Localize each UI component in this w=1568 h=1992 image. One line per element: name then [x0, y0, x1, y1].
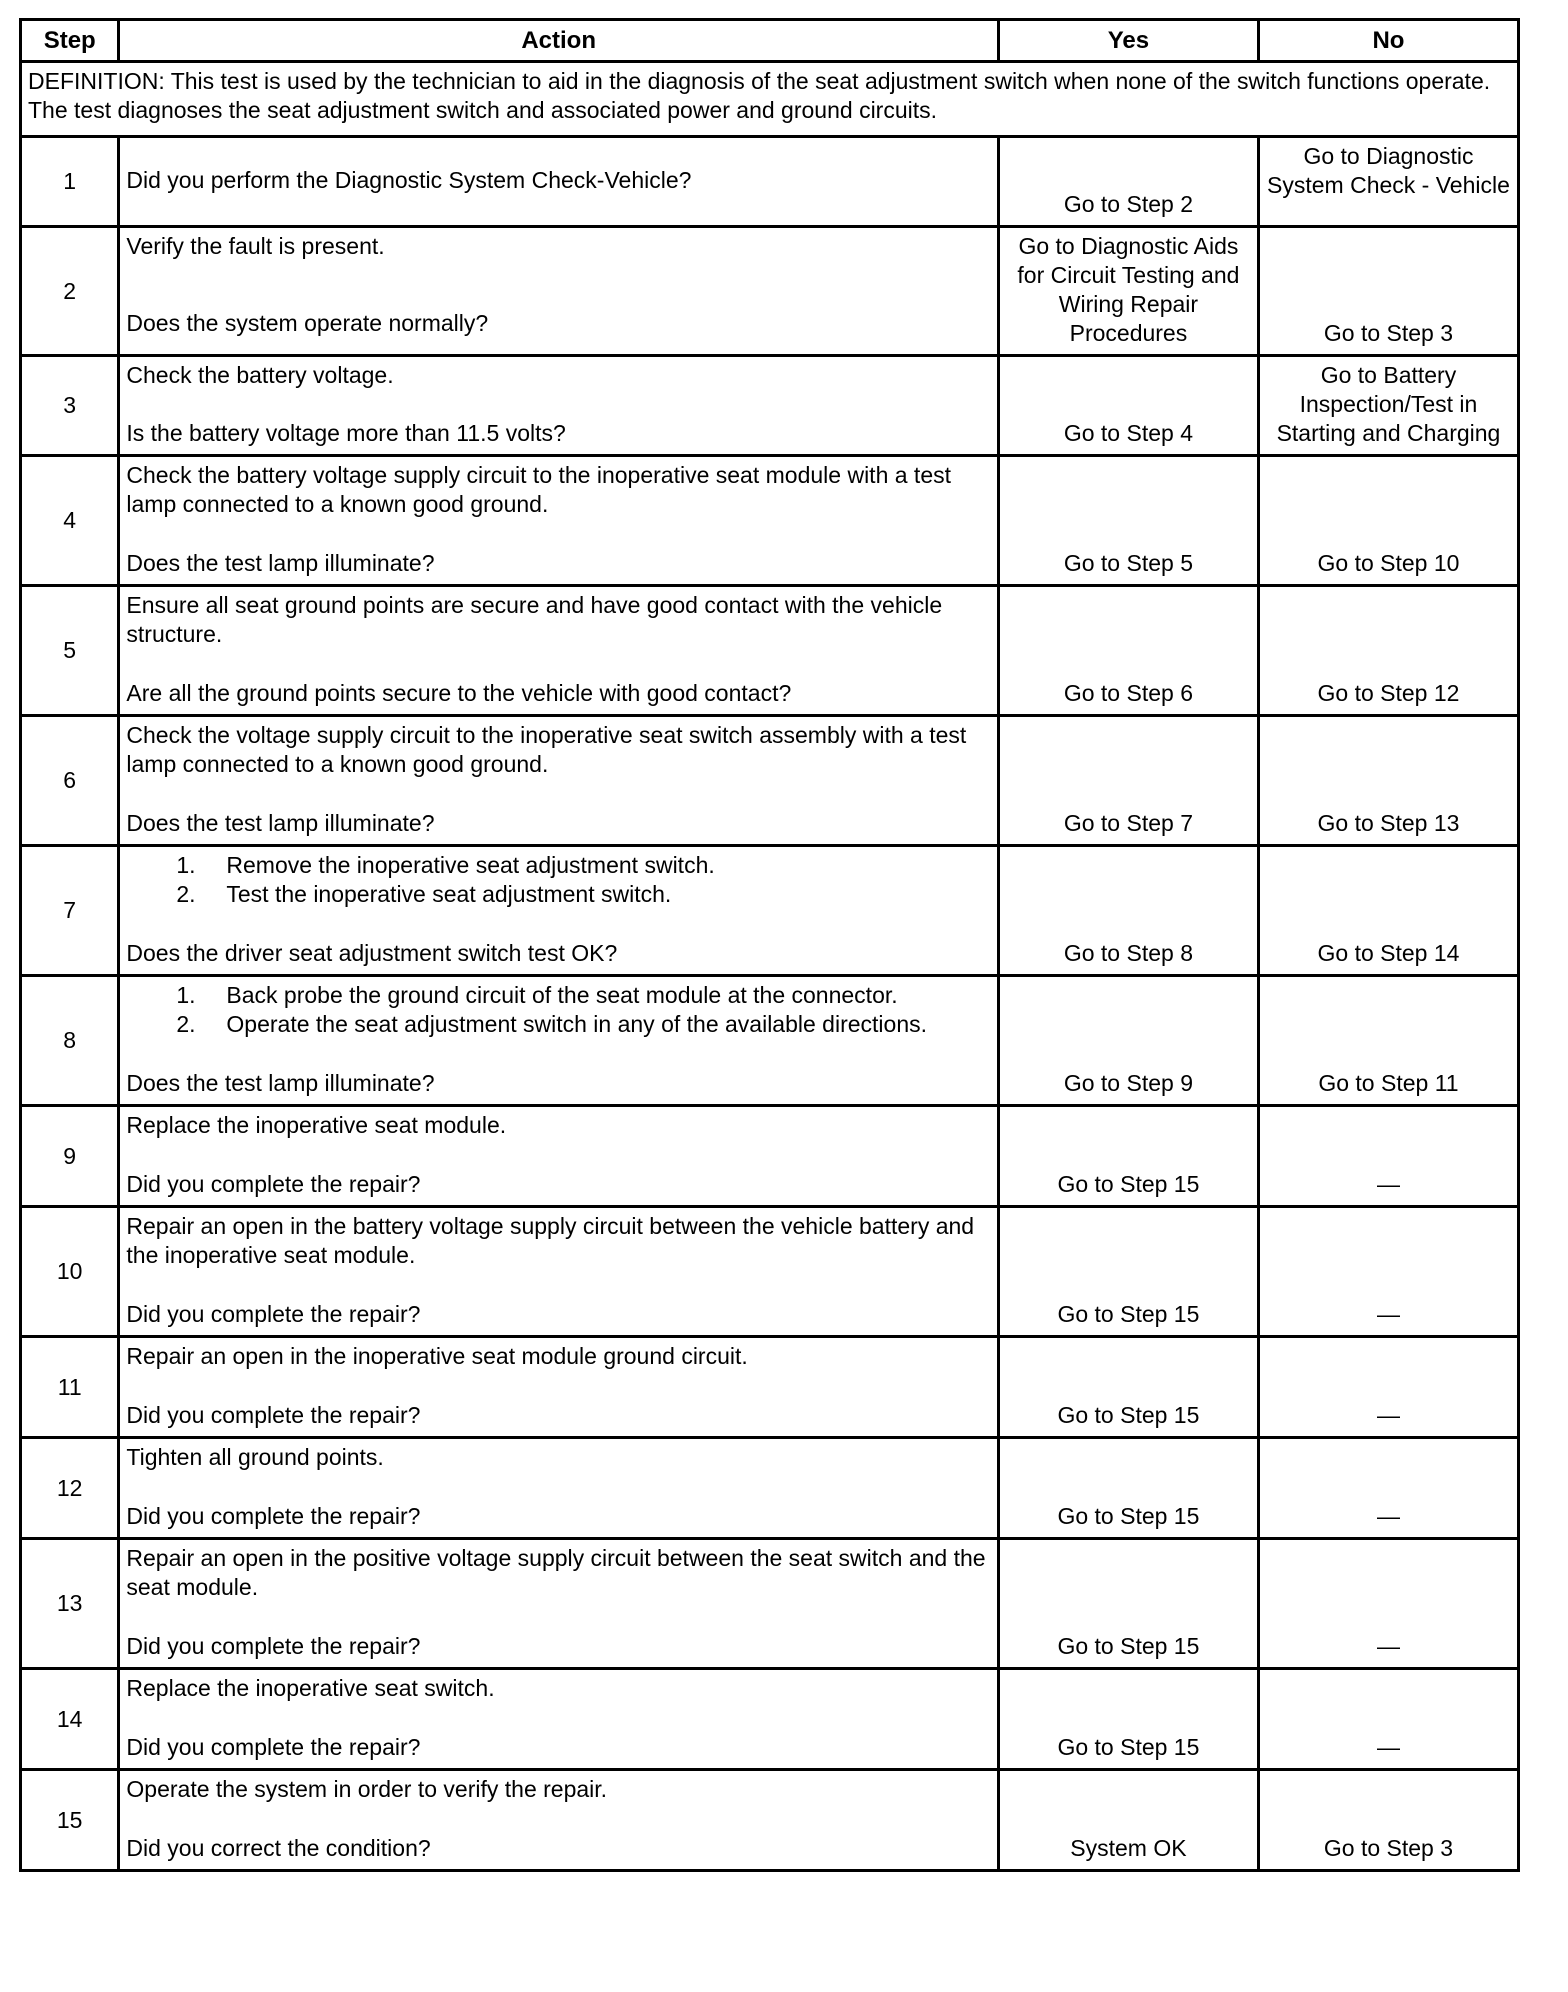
no-outcome: —	[1258, 1669, 1518, 1770]
no-outcome: Go to Step 13	[1258, 716, 1518, 846]
action-question: Does the system operate normally?	[126, 310, 489, 336]
action-instruction	[126, 981, 991, 1039]
step-number: 4	[21, 456, 119, 586]
header-action: Action	[119, 20, 999, 62]
no-outcome: Go to Step 12	[1258, 586, 1518, 716]
action-question: Is the battery voltage more than 11.5 volts?	[126, 420, 566, 446]
header-yes: Yes	[998, 20, 1258, 62]
action-cell	[119, 1669, 999, 1770]
action-question: Does the driver seat adjustment switch test OK?	[126, 940, 618, 966]
table-row	[21, 586, 1519, 716]
no-outcome: Go to Step 3	[1258, 1770, 1518, 1871]
action-question: Did you complete the repair?	[126, 1503, 421, 1529]
no-outcome: Go to Battery Inspection/Test in Starting and Charging	[1258, 356, 1518, 456]
action-cell	[119, 1539, 999, 1669]
action-cell	[119, 456, 999, 586]
action-cell	[119, 1337, 999, 1438]
action-cell	[119, 716, 999, 846]
step-number: 14	[21, 1669, 119, 1770]
action-question: Did you complete the repair?	[126, 1301, 421, 1327]
yes-outcome: Go to Step 7	[998, 716, 1258, 846]
list-item-number: 1.	[176, 982, 196, 1008]
header-row	[21, 20, 1519, 62]
yes-outcome: Go to Step 15	[998, 1539, 1258, 1669]
no-outcome: Go to Step 10	[1258, 456, 1518, 586]
table-row	[21, 1770, 1519, 1871]
action-instruction: Check the battery voltage.	[126, 362, 394, 388]
table-row	[21, 1539, 1519, 1669]
definition-row	[21, 62, 1519, 137]
action-instruction: Repair an open in the inoperative seat module ground circuit.	[126, 1343, 748, 1369]
no-outcome: —	[1258, 1207, 1518, 1337]
list-item-number: 2.	[176, 881, 196, 907]
yes-outcome: Go to Step 2	[998, 137, 1258, 227]
action-question: Does the test lamp illuminate?	[126, 1070, 435, 1096]
action-cell	[119, 1770, 999, 1871]
yes-outcome: System OK	[998, 1770, 1258, 1871]
action-question: Does the test lamp illuminate?	[126, 550, 435, 576]
yes-outcome: Go to Step 5	[998, 456, 1258, 586]
no-outcome: Go to Step 11	[1258, 976, 1518, 1106]
table-row	[21, 137, 1519, 227]
list-item	[176, 851, 991, 880]
action-question: Did you complete the repair?	[126, 1633, 421, 1659]
table-row	[21, 356, 1519, 456]
step-number: 15	[21, 1770, 119, 1871]
no-outcome: —	[1258, 1337, 1518, 1438]
action-question: Did you perform the Diagnostic System Check-Vehicle?	[126, 167, 692, 193]
header-step: Step	[21, 20, 119, 62]
yes-outcome: Go to Diagnostic Aids for Circuit Testing and Wiring Repair Procedures	[998, 227, 1258, 356]
action-instruction: Repair an open in the battery voltage supply circuit between the vehicle battery and the inoperative seat module.	[126, 1213, 975, 1268]
step-number: 8	[21, 976, 119, 1106]
yes-outcome: Go to Step 15	[998, 1207, 1258, 1337]
action-cell	[119, 1207, 999, 1337]
no-outcome: Go to Step 3	[1258, 227, 1518, 356]
action-cell	[119, 1106, 999, 1207]
action-instruction: Tighten all ground points.	[126, 1444, 384, 1470]
action-substeps	[126, 981, 991, 1039]
action-cell	[119, 586, 999, 716]
action-cell	[119, 1438, 999, 1539]
action-instruction: Replace the inoperative seat module.	[126, 1112, 507, 1138]
yes-outcome: Go to Step 15	[998, 1438, 1258, 1539]
action-instruction: Verify the fault is present.	[126, 233, 385, 259]
no-outcome: Go to Diagnostic System Check - Vehicle	[1258, 137, 1518, 227]
table-row	[21, 976, 1519, 1106]
action-question: Did you complete the repair?	[126, 1734, 421, 1760]
table-row	[21, 1438, 1519, 1539]
action-question: Are all the ground points secure to the vehicle with good contact?	[126, 680, 792, 706]
table-row	[21, 846, 1519, 976]
action-cell	[119, 227, 999, 356]
action-instruction: Check the voltage supply circuit to the inoperative seat switch assembly with a test lamp connected to a known good ground.	[126, 722, 967, 777]
table-row	[21, 1106, 1519, 1207]
action-question: Did you complete the repair?	[126, 1402, 421, 1428]
action-cell	[119, 846, 999, 976]
step-number: 11	[21, 1337, 119, 1438]
diagnostic-table	[19, 18, 1520, 1872]
list-item	[176, 1010, 991, 1039]
step-number: 3	[21, 356, 119, 456]
definition-text: DEFINITION: This test is used by the technician to aid in the diagnosis of the seat adjustment switch when none of the switch functions operate. The test diagnoses the seat adjustment switch and associated power and ground circuits.	[21, 62, 1519, 137]
yes-outcome: Go to Step 6	[998, 586, 1258, 716]
step-number: 12	[21, 1438, 119, 1539]
no-outcome: —	[1258, 1438, 1518, 1539]
action-question: Does the test lamp illuminate?	[126, 810, 435, 836]
action-instruction	[126, 851, 991, 909]
action-cell	[119, 137, 999, 227]
step-number: 6	[21, 716, 119, 846]
list-item-number: 2.	[176, 1011, 196, 1037]
action-instruction: Repair an open in the positive voltage supply circuit between the seat switch and the seat module.	[126, 1545, 986, 1600]
step-number: 7	[21, 846, 119, 976]
step-number: 2	[21, 227, 119, 356]
action-instruction: Replace the inoperative seat switch.	[126, 1675, 495, 1701]
action-question: Did you correct the condition?	[126, 1835, 431, 1861]
no-outcome: —	[1258, 1539, 1518, 1669]
yes-outcome: Go to Step 8	[998, 846, 1258, 976]
step-number: 9	[21, 1106, 119, 1207]
no-outcome: Go to Step 14	[1258, 846, 1518, 976]
yes-outcome: Go to Step 4	[998, 356, 1258, 456]
step-number: 13	[21, 1539, 119, 1669]
list-item	[176, 880, 991, 909]
action-substeps	[126, 851, 991, 909]
list-item-text: Remove the inoperative seat adjustment switch.	[226, 852, 715, 878]
action-instruction: Check the battery voltage supply circuit to the inoperative seat module with a test lamp connected to a known good ground.	[126, 462, 951, 517]
table-row	[21, 227, 1519, 356]
step-number: 1	[21, 137, 119, 227]
table-row	[21, 456, 1519, 586]
yes-outcome: Go to Step 15	[998, 1106, 1258, 1207]
list-item-text: Test the inoperative seat adjustment switch.	[226, 881, 672, 907]
list-item-number: 1.	[176, 852, 196, 878]
yes-outcome: Go to Step 9	[998, 976, 1258, 1106]
step-number: 10	[21, 1207, 119, 1337]
action-instruction: Ensure all seat ground points are secure and have good contact with the vehicle structure.	[126, 592, 943, 647]
list-item-text: Operate the seat adjustment switch in any of the available directions.	[226, 1011, 928, 1037]
table-row	[21, 1337, 1519, 1438]
yes-outcome: Go to Step 15	[998, 1669, 1258, 1770]
diagnostic-table-wrapper	[19, 18, 1520, 1872]
table-row	[21, 1207, 1519, 1337]
action-instruction: Operate the system in order to verify the repair.	[126, 1776, 608, 1802]
action-cell	[119, 976, 999, 1106]
header-no: No	[1258, 20, 1518, 62]
list-item	[176, 981, 991, 1010]
no-outcome: —	[1258, 1106, 1518, 1207]
list-item-text: Back probe the ground circuit of the seat module at the connector.	[226, 982, 898, 1008]
action-question: Did you complete the repair?	[126, 1171, 421, 1197]
table-row	[21, 1669, 1519, 1770]
yes-outcome: Go to Step 15	[998, 1337, 1258, 1438]
table-row	[21, 716, 1519, 846]
action-cell	[119, 356, 999, 456]
step-number: 5	[21, 586, 119, 716]
